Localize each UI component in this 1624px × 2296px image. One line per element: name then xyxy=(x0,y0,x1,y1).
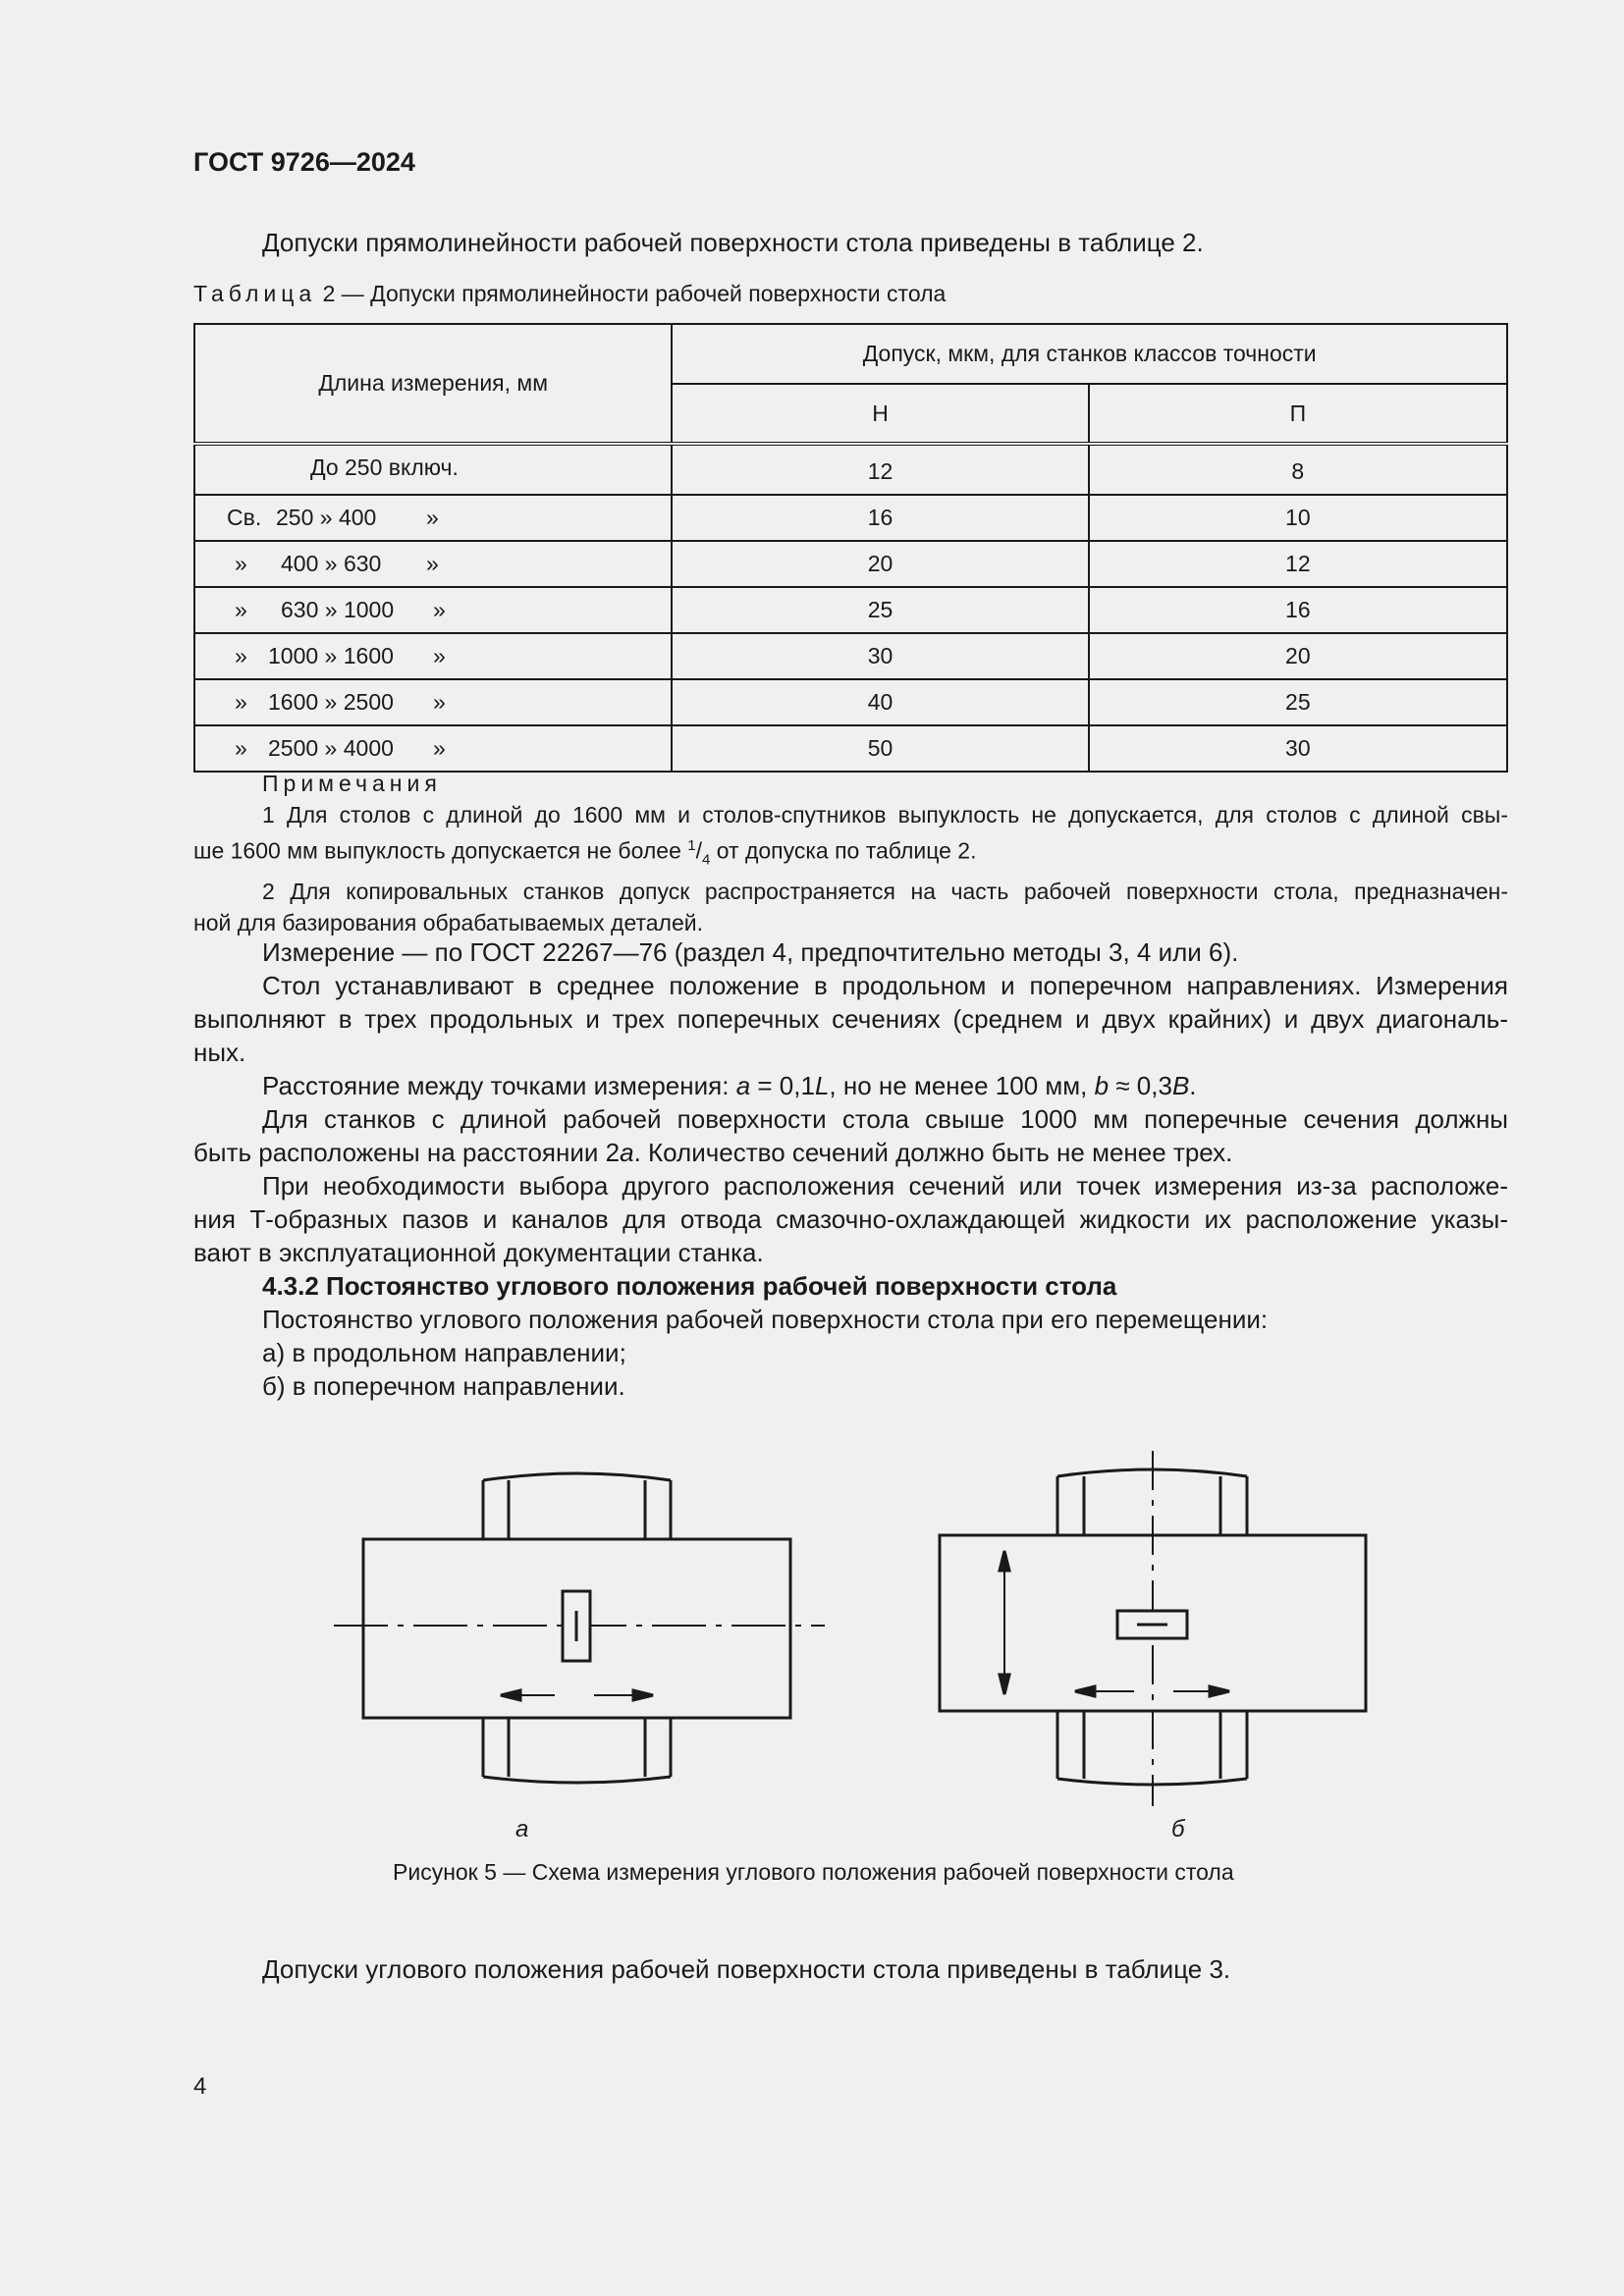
note-2-line-1: 2 Для копировальных станков допуск распространяется на часть рабочей поверхности стола, предназначен- xyxy=(262,879,1508,905)
header-length: Длина измерения, мм xyxy=(194,324,672,444)
value-p-cell: 30 xyxy=(1089,725,1507,772)
other-line-3: вают в эксплуатационной документации станка. xyxy=(193,1238,764,1267)
note-1-line-1: 1 Для столов с длиной до 1600 мм и столов-спутников выпуклость не допускается, для столов с длиной свы- xyxy=(262,802,1508,828)
header-class-h: Н xyxy=(672,384,1088,444)
notes-title: Примечания xyxy=(262,771,442,796)
note-1-line-2: ше 1600 мм выпуклость допускается не более $^1/_4$ от допуска по таблице 2. xyxy=(193,837,977,869)
diagram-a xyxy=(334,1473,825,1783)
value-h-cell: 30 xyxy=(672,633,1088,679)
other-line-2: ния Т-образных пазов и каналов для отвода смазочно-охлаждающей жидкости их расположение указы- xyxy=(193,1204,1508,1234)
value-p-cell: 12 xyxy=(1089,541,1507,587)
note-2-line-2: ной для базирования обрабатываемых деталей. xyxy=(193,910,704,936)
length-cell: » 2500 » 4000 » xyxy=(194,725,672,772)
header-tolerance: Допуск, мкм, для станков классов точности xyxy=(672,324,1507,384)
figure-label-b: б xyxy=(1171,1816,1185,1842)
length-cell: До 250 включ. xyxy=(194,444,672,495)
length-cell: » 1600 » 2500 » xyxy=(194,679,672,725)
fraction-denominator: 4 xyxy=(702,851,711,869)
intro-paragraph: Допуски прямолинейности рабочей поверхности стола приведены в таблице 2. xyxy=(262,228,1204,257)
section-title: 4.3.2 Постоянство углового положения рабочей поверхности стола xyxy=(262,1271,1117,1301)
section-intro: Постоянство углового положения рабочей поверхности стола при его перемещении: xyxy=(262,1305,1269,1334)
page-number: 4 xyxy=(193,2073,207,2100)
value-h-cell: 12 xyxy=(672,444,1088,495)
value-p-cell: 16 xyxy=(1089,587,1507,633)
document-header: ГОСТ 9726—2024 xyxy=(193,147,415,177)
value-p-cell: 10 xyxy=(1089,495,1507,541)
value-h-cell: 40 xyxy=(672,679,1088,725)
value-h-cell: 50 xyxy=(672,725,1088,772)
length-cell: » 1000 » 1600 » xyxy=(194,633,672,679)
table-caption-text: 2 — Допуски прямолинейности рабочей поверхности стола xyxy=(322,281,947,306)
setup-line-1: Стол устанавливают в среднее положение в продольном и поперечном направлениях. Измерения xyxy=(262,971,1508,1000)
setup-line-2: выполняют в трех продольных и трех поперечных сечениях (среднем и двух крайних) и двух диагональ- xyxy=(193,1004,1508,1034)
other-line-1: При необходимости выбора другого расположения сечений или точек измерения из-за расположе- xyxy=(262,1171,1508,1201)
long-table-line-1: Для станков с длиной рабочей поверхности стола свыше 1000 мм поперечные сечения должны xyxy=(262,1104,1508,1134)
fraction-numerator: 1 xyxy=(687,837,696,854)
value-h-cell: 25 xyxy=(672,587,1088,633)
value-h-cell: 16 xyxy=(672,495,1088,541)
header-class-p: П xyxy=(1089,384,1507,444)
value-h-cell: 20 xyxy=(672,541,1088,587)
outro-paragraph: Допуски углового положения рабочей поверхности стола приведены в таблице 3. xyxy=(262,1954,1231,1984)
list-item-b: б) в поперечном направлении. xyxy=(262,1371,625,1401)
length-cell: Св. 250 » 400 » xyxy=(194,495,672,541)
figure-label-a: а xyxy=(515,1816,529,1842)
setup-line-3: ных. xyxy=(193,1038,246,1067)
table-caption-label: Таблица xyxy=(193,281,317,306)
value-p-cell: 20 xyxy=(1089,633,1507,679)
measure-paragraph: Измерение — по ГОСТ 22267—76 (раздел 4, предпочтительно методы 3, 4 или 6). xyxy=(262,937,1239,967)
value-p-cell: 25 xyxy=(1089,679,1507,725)
distance-paragraph: Расстояние между точками измерения: a = 0,1L, но не менее 100 мм, b ≈ 0,3B. xyxy=(262,1071,1197,1100)
length-cell: » 630 » 1000 » xyxy=(194,587,672,633)
figure-caption: Рисунок 5 — Схема измерения углового положения рабочей поверхности стола xyxy=(393,1859,1234,1885)
diagram-b xyxy=(940,1451,1366,1806)
list-item-a: а) в продольном направлении; xyxy=(262,1338,626,1367)
length-cell: » 400 » 630 » xyxy=(194,541,672,587)
value-p-cell: 8 xyxy=(1089,444,1507,495)
long-table-line-2: быть расположены на расстоянии 2a. Количество сечений должно быть не менее трех. xyxy=(193,1138,1233,1167)
